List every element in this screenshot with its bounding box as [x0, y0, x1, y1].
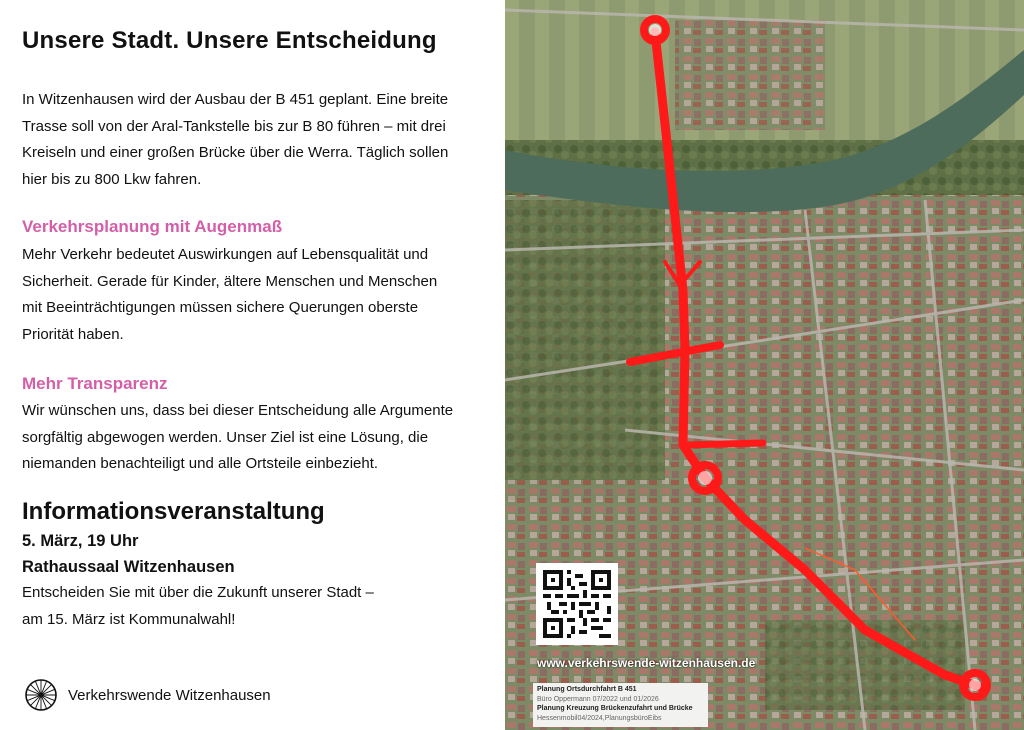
text-line: Priorität haben.: [22, 325, 124, 343]
event-date: 5. März, 19 Uhr: [22, 532, 139, 550]
section-traffic-planning-text: [22, 242, 497, 348]
legend-line: Planung Kreuzung Brückenzufahrt und Brücke: [537, 705, 693, 712]
qr-code: [536, 563, 618, 645]
text-line: sorgfältig abgewogen werden. Unser Ziel ist eine Lösung, die: [22, 428, 429, 446]
text-line: mit Beeinträchtigungen müssen sichere Querungen oberste: [22, 299, 419, 316]
event-text: [22, 580, 497, 633]
text-line: niemanden benachteiligt und alle Ortsteile einbezieht.: [22, 455, 379, 472]
organization-name: Verkehrswende Witzenhausen: [68, 686, 271, 704]
organization-footer: [24, 678, 271, 712]
section-heading-traffic-planning: Verkehrsplanung mit Augenmaß: [22, 217, 283, 236]
intro-line: Trasse soll von der Aral-Tankstelle bis zur B 80 führen – mit drei: [22, 117, 446, 135]
legend-line: Hessenmobil04/2024,PlanungsbüroEibs: [537, 714, 662, 722]
text-line: Wir wünschen uns, dass bei dieser Entscheidung alle Argumente: [22, 402, 454, 419]
section-transparency-text: [22, 398, 497, 478]
text-line: Entscheiden Sie mit über die Zukunft unserer Stadt –: [22, 584, 374, 601]
event-title: Informationsveranstaltung: [22, 498, 325, 525]
text-line: Mehr Verkehr bedeutet Auswirkungen auf Lebensqualität und: [22, 246, 429, 263]
intro-line: In Witzenhausen wird der Ausbau der B 451 geplant. Eine breite: [22, 91, 449, 108]
legend-line: Planung Ortsdurchfahrt B 451: [537, 686, 637, 693]
intro-line: Kreiseln und einer großen Brücke über die Werra. Täglich sollen: [22, 144, 449, 161]
text-line: am 15. März ist Kommunalwahl!: [22, 610, 236, 628]
flyer-text-panel: [0, 0, 505, 730]
intro-paragraph: [22, 87, 497, 193]
bicycle-wheel-icon: [24, 678, 58, 712]
event-place: Rathaussaal Witzenhausen: [22, 558, 235, 576]
intro-line: hier bis zu 800 Lkw fahren.: [22, 170, 202, 188]
section-heading-transparency: Mehr Transparenz: [22, 374, 168, 393]
map-legend: [533, 683, 708, 727]
legend-line: Büro Oppermann 07/2022 und 01/2026: [537, 695, 659, 703]
text-line: Sicherheit. Gerade für Kinder, ältere Menschen und Menschen: [22, 272, 438, 290]
headline: Unsere Stadt. Unsere Entscheidung: [22, 27, 437, 54]
campaign-url: www.verkehrswende-witzenhausen.de: [537, 656, 756, 670]
qr-code-icon: [543, 570, 611, 638]
